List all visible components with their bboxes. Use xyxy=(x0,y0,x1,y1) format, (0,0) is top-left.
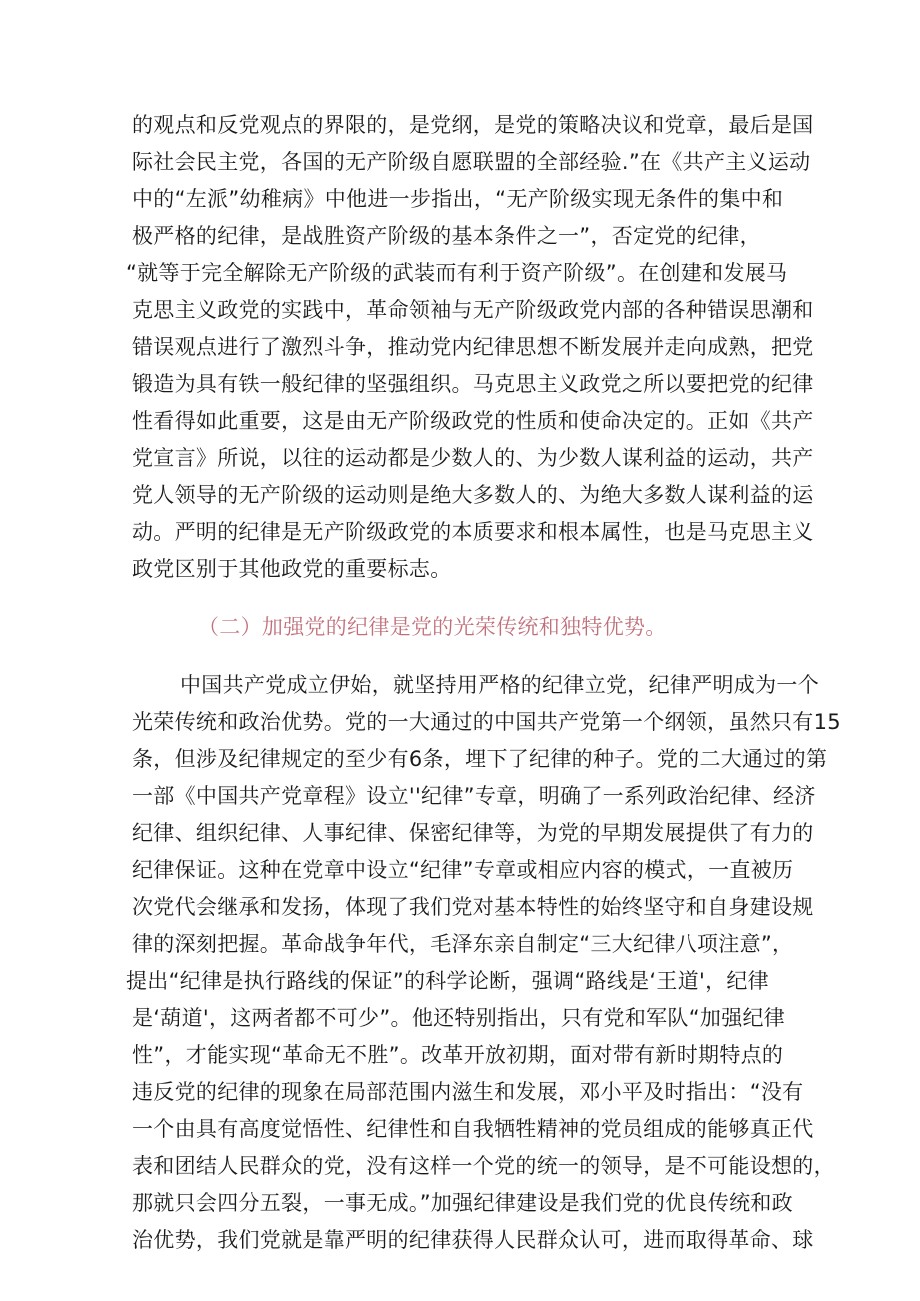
text-line: 光荣传统和政治优势。党的一大通过的中国共产党第一个纲领，虽然只有15 xyxy=(132,710,841,734)
text-line: 纪律保证。这种在党章中设立“纪律”专章或相应内容的模式，一直被历 xyxy=(132,858,794,882)
text-line: 律的深刻把握。革命战争年代，毛泽东亲自制定“三大纪律八项注意”， xyxy=(132,932,794,956)
text-line: 一个由具有高度觉悟性、纪律性和自我牺牲精神的党员组成的能够真正代 xyxy=(132,1117,814,1141)
text-line: 际社会民主党，各国的无产阶级自愿联盟的全部经验.”在《共产主义运动 xyxy=(132,150,811,174)
text-line: 次党代会继承和发扬，体现了我们党对基本特性的始终坚守和自身建设规 xyxy=(132,895,814,919)
text-line: 表和团结人民群众的党，没有这样一个党的统一的领导，是不可能设想的， xyxy=(132,1154,835,1178)
text-line: 极严格的纪律，是战胜资产阶级的基本条件之一”，否定党的纪律， xyxy=(132,224,761,248)
text-line: 中国共产党成立伊始，就坚持用严格的纪律立党，纪律严明成为一个 xyxy=(180,673,819,697)
text-line: 党宣言》所说，以往的运动都是少数人的、为少数人谋利益的运动，共产 xyxy=(132,446,814,470)
text-line: 政党区别于其他政党的重要标志。 xyxy=(132,557,452,581)
text-line: 动。严明的纪律是无产阶级政党的本质要求和根本属性，也是马克思主义 xyxy=(132,520,814,544)
text-line: 性”，才能实现“革命无不胜”。改革开放初期，面对带有新时期特点的 xyxy=(132,1043,784,1067)
text-line: 党人领导的无产阶级的运动则是绝大多数人的、为绝大多数人谋利益的运 xyxy=(132,483,814,507)
text-line: 那就只会四分五裂，一事无成。”加强纪律建设是我们党的优良传统和政 xyxy=(132,1191,793,1215)
text-line: 纪律、组织纪律、人事纪律、保密纪律等，为党的早期发展提供了有力的 xyxy=(132,821,814,845)
text-line: 治优势，我们党就是靠严明的纪律获得人民群众认可，进而取得革命、球 xyxy=(132,1228,814,1252)
text-line: 克思主义政党的实践中，革命领袖与无产阶级政党内部的各种错误思潮和 xyxy=(132,298,814,322)
text-line: 的观点和反党观点的界限的，是党纲，是党的策略决议和党章，最后是国 xyxy=(132,113,814,137)
text-line: 条，但涉及纪律规定的至少有6条，埋下了纪律的种子。党的二大通过的第 xyxy=(132,747,828,771)
text-line: 提出“纪律是执行路线的保证”的科学论断，强调“路线是‘王道'，纪律 xyxy=(126,969,769,993)
text-line: 一部《中国共产党章程》设立''纪律”专章，明确了一系列政治纪律、经济 xyxy=(132,784,816,808)
text-line: “就等于完全解除无产阶级的武装而有利于资产阶级”。在创建和发展马 xyxy=(126,261,788,285)
text-line: 错误观点进行了激烈斗争，推动党内纪律思想不断发展并走向成熟，把党 xyxy=(132,335,814,359)
text-line: 是‘葫道'，这两者都不可少”。他还特别指出，只有党和军队“加强纪律 xyxy=(132,1006,786,1030)
text-line: 违反党的纪律的现象在局部范围内滋生和发展，邓小平及时指出：“没有 xyxy=(132,1080,804,1104)
text-line: 中的“左派”幼稚病》中他进一步指出，“无产阶级实现无条件的集中和 xyxy=(132,187,784,211)
section-heading: （二）加强党的纪律是党的光荣传统和独特优势。 xyxy=(198,615,667,639)
text-line: 性看得如此重要，这是由无产阶级政党的性质和使命决定的。正如《共产 xyxy=(132,409,814,433)
text-line: 锻造为具有铁一般纪律的坚强组织。马克思主义政党之所以要把党的纪律 xyxy=(132,372,814,396)
